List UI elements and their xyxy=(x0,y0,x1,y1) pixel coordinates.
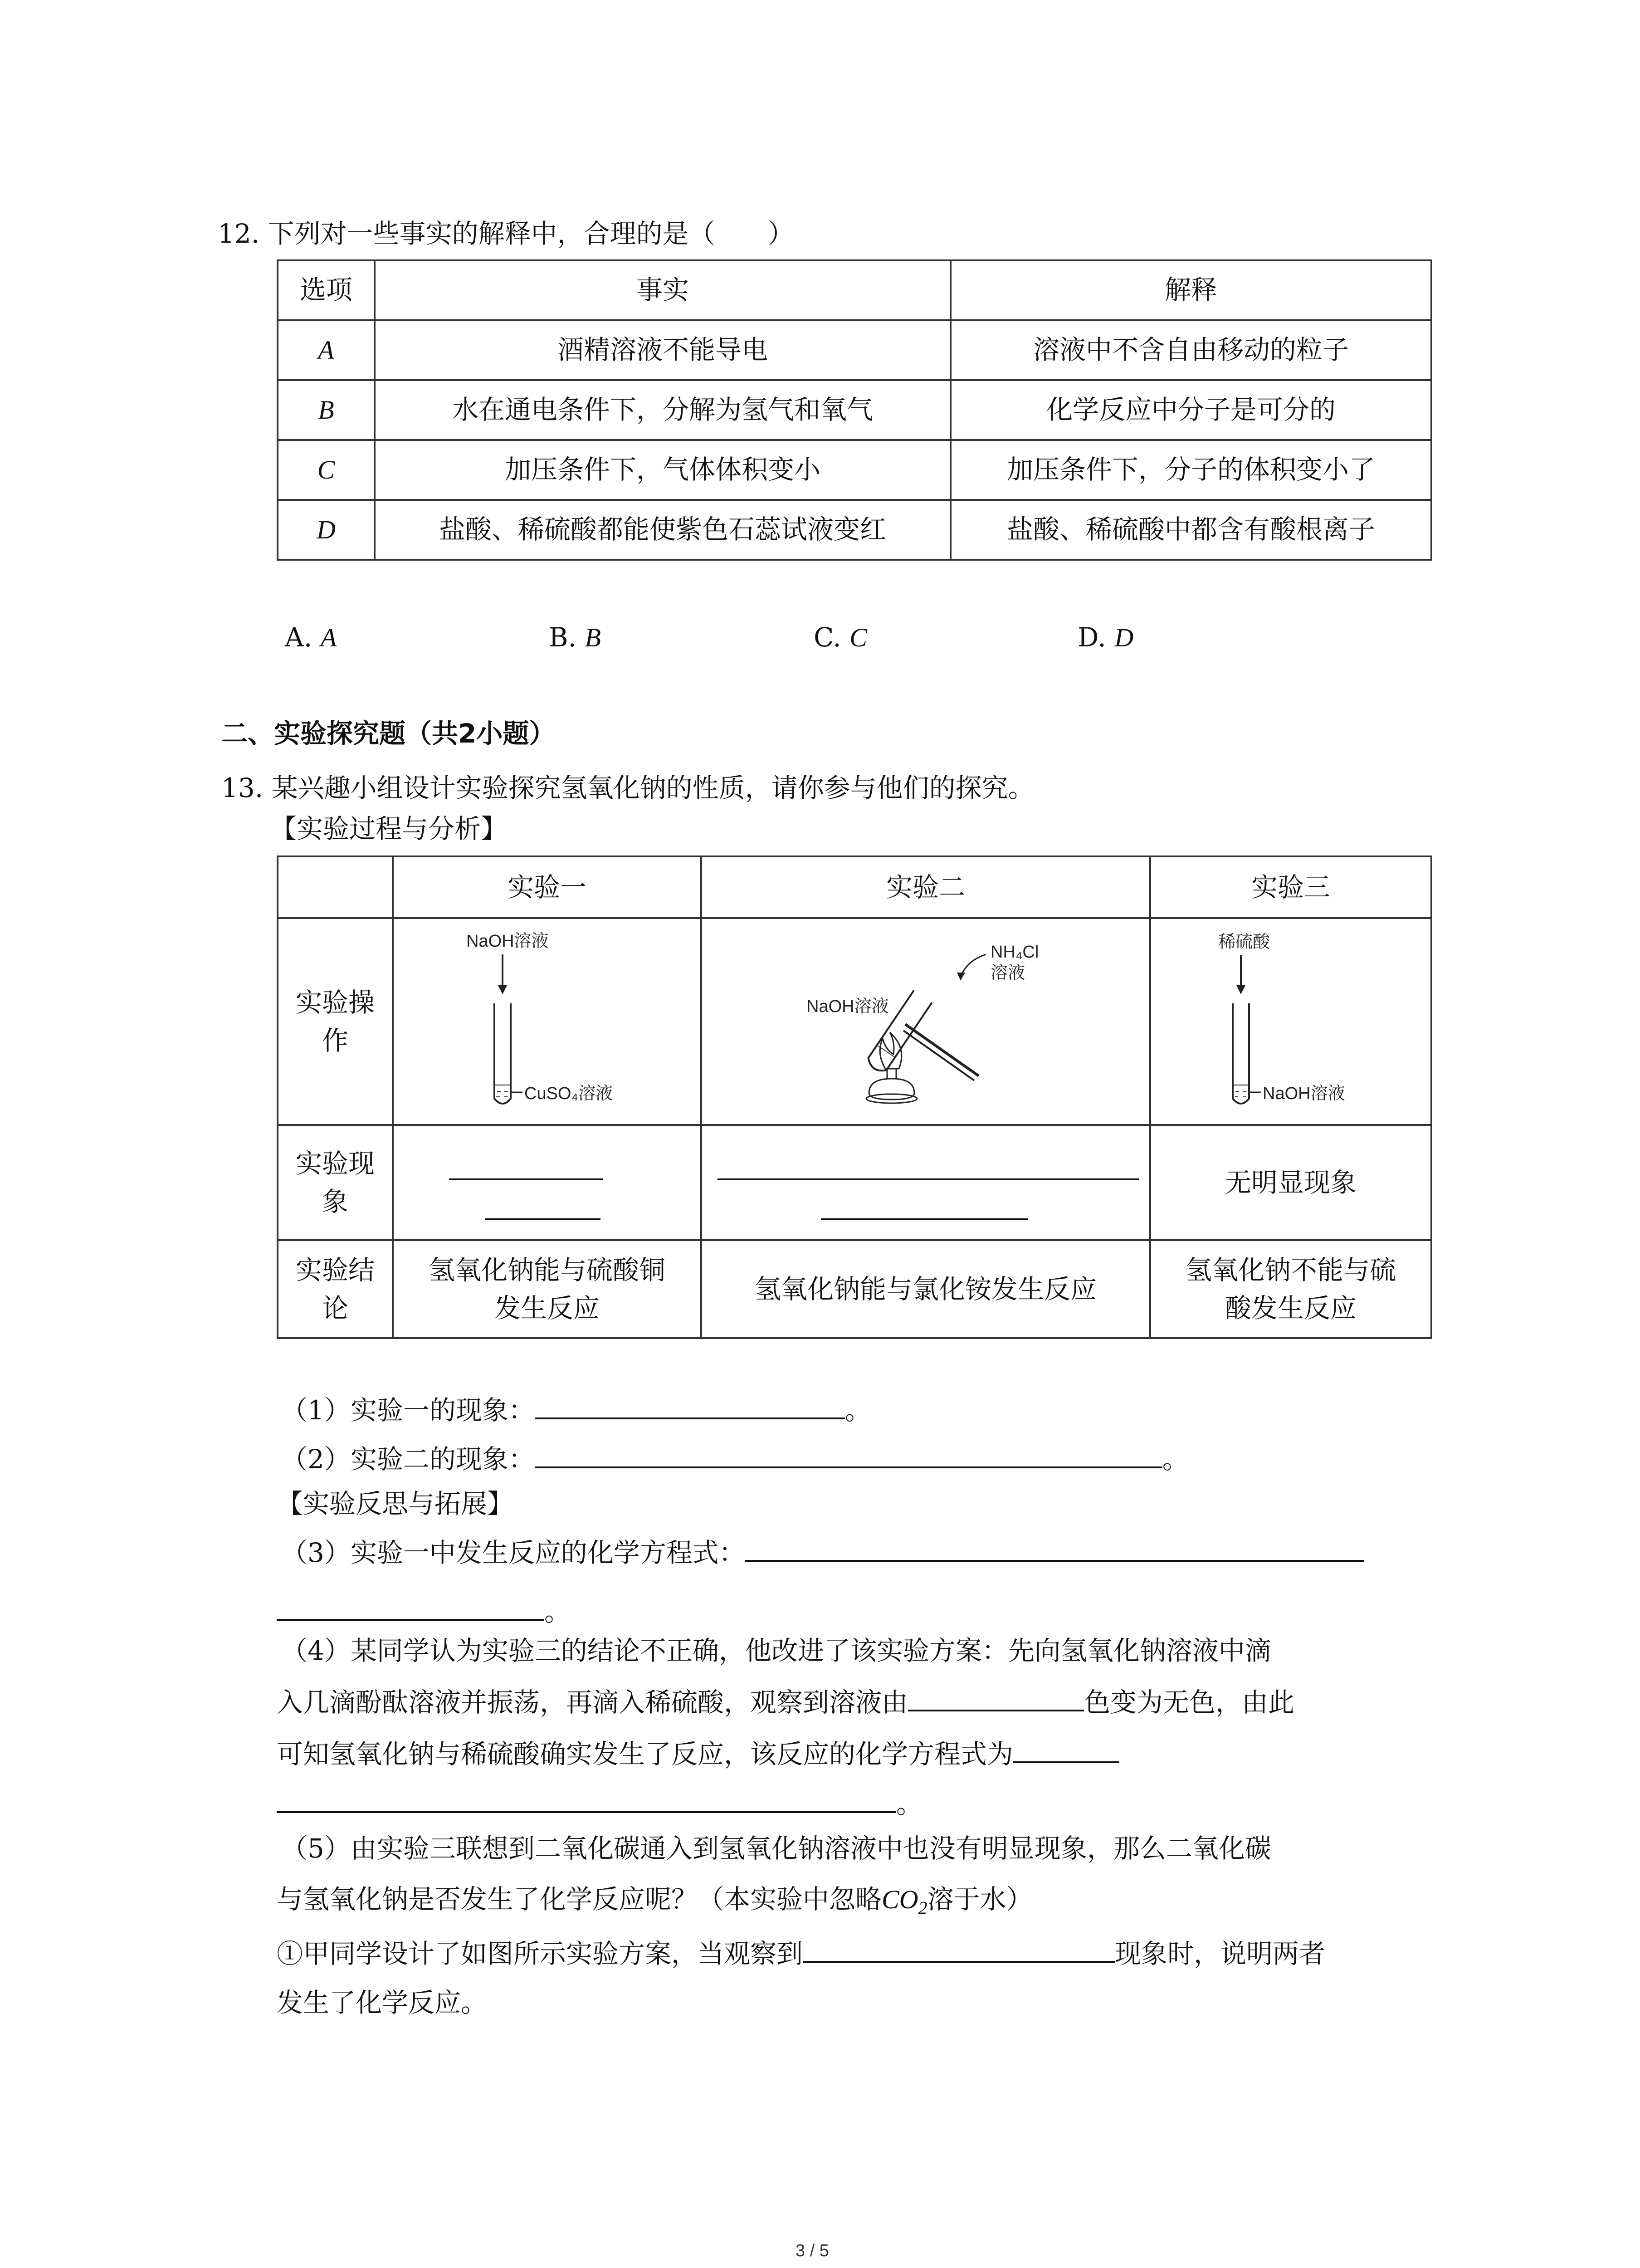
choice-d-value: D xyxy=(1114,623,1134,652)
exp2-conclusion: 氢氧化钠能与氯化铵发生反应 xyxy=(701,1240,1150,1338)
exp1-conclusion xyxy=(393,1240,701,1338)
table-header-row xyxy=(278,856,1431,918)
sub-question-4-line2 xyxy=(277,1686,1294,1720)
q12-table xyxy=(277,259,1432,561)
choice-a[interactable] xyxy=(285,621,337,655)
exp1-diagram-cell xyxy=(393,918,701,1125)
table-row-operation xyxy=(278,918,1431,1125)
sub-question-5-text: 溶于水） xyxy=(927,1884,1033,1915)
exp3-conclusion xyxy=(1150,1240,1431,1338)
row-label-line: 作 xyxy=(322,1025,348,1056)
page-number: 3 / 5 xyxy=(796,2241,829,2260)
answer-blank[interactable] xyxy=(745,1559,1364,1562)
header-option: 选项 xyxy=(278,260,375,320)
row-fact: 酒精溶液不能导电 xyxy=(375,320,951,380)
header-exp2: 实验二 xyxy=(701,856,1150,918)
table-row xyxy=(278,320,1431,380)
exp3-label-acid: 稀硫酸 xyxy=(1218,933,1270,952)
answer-blank[interactable] xyxy=(277,1618,544,1621)
row-option: D xyxy=(278,500,375,560)
exp2-label-solution: 溶液 xyxy=(991,963,1025,982)
row-option: B xyxy=(278,380,375,440)
sub-question-1 xyxy=(281,1393,871,1427)
conclusion-line: 氢氧化钠能与硫酸铜 xyxy=(428,1254,665,1286)
sub-question-4-text: 可知氢氧化钠与稀硫酸确实发生了反应，该反应的化学方程式为 xyxy=(277,1739,1014,1769)
choice-b[interactable] xyxy=(549,621,601,655)
exp3-diagram-cell xyxy=(1150,918,1431,1125)
sub-question-3-text: （3）实验一中发生反应的化学方程式： xyxy=(281,1537,745,1568)
sub-question-5-line2 xyxy=(277,1882,1033,1920)
row-fact: 水在通电条件下，分解为氢气和氧气 xyxy=(375,380,951,440)
exp2-phenomenon-blank[interactable] xyxy=(701,1125,1150,1240)
q13-stem: 13. 某兴趣小组设计实验探究氢氧化钠的性质，请你参与他们的探究。 xyxy=(221,772,1035,803)
period: 。 xyxy=(1162,1444,1189,1475)
conclusion-line: 氢氧化钠不能与硫 xyxy=(1185,1254,1396,1286)
period: 。 xyxy=(896,1789,923,1819)
formula-co: CO xyxy=(882,1885,918,1914)
row-explanation: 化学反应中分子是可分的 xyxy=(951,380,1431,440)
heating-diagram xyxy=(702,919,1151,1124)
q13-table xyxy=(277,855,1432,1339)
choice-a-value: A xyxy=(320,623,337,652)
process-heading: 【实验过程与分析】 xyxy=(270,813,508,844)
q12-stem: 12. 下列对一些事实的解释中，合理的是（ ） xyxy=(218,218,794,249)
row-option: A xyxy=(278,320,375,380)
reflect-heading: 【实验反思与拓展】 xyxy=(277,1488,514,1519)
answer-blank[interactable] xyxy=(803,1960,1115,1963)
sub-question-6-text: ①甲同学设计了如图所示实验方案，当观察到 xyxy=(277,1938,803,1969)
row-fact: 加压条件下，气体体积变小 xyxy=(375,440,951,500)
exp2-label-naoh: NaOH溶液 xyxy=(806,997,889,1016)
sub-question-6-line1 xyxy=(277,1937,1325,1971)
choice-b-label: B. xyxy=(549,622,577,653)
table-row xyxy=(278,500,1431,560)
exp2-label-nh4cl: NH₄Cl xyxy=(991,943,1039,962)
conclusion-line: 发生反应 xyxy=(494,1293,600,1324)
header-exp1: 实验一 xyxy=(393,856,701,918)
co2-formula xyxy=(882,1885,927,1918)
row-label-conclusion xyxy=(278,1240,393,1338)
table-header-row xyxy=(278,260,1431,320)
header-exp3: 实验三 xyxy=(1150,856,1431,918)
sub-question-6-text: 现象时，说明两者 xyxy=(1115,1938,1326,1969)
choice-a-label: A. xyxy=(285,622,312,653)
row-explanation: 盐酸、稀硫酸中都含有酸根离子 xyxy=(951,500,1431,560)
sub-question-5-line1: （5）由实验三联想到二氧化碳通入到氢氧化钠溶液中也没有明显现象，那么二氧化碳 xyxy=(281,1833,1271,1864)
sub-question-3 xyxy=(281,1536,1364,1570)
table-row-phenomenon xyxy=(278,1125,1431,1240)
answer-blank[interactable] xyxy=(535,1417,845,1419)
table-row xyxy=(278,380,1431,440)
table-row xyxy=(278,440,1431,500)
sub-question-3-cont xyxy=(277,1595,571,1629)
answer-blank[interactable] xyxy=(535,1466,1162,1468)
row-label-phenomenon xyxy=(278,1125,393,1240)
exp1-label-naoh: NaOH溶液 xyxy=(466,932,549,951)
period: 。 xyxy=(844,1395,871,1426)
choice-d-label: D. xyxy=(1078,622,1106,653)
choice-c-label: C. xyxy=(814,622,841,653)
exp1-label-cuso4: CuSO₄溶液 xyxy=(524,1084,613,1103)
exp2-diagram-cell xyxy=(701,918,1150,1125)
exp3-phenomenon: 无明显现象 xyxy=(1150,1125,1431,1240)
exp1-phenomenon-blank[interactable] xyxy=(393,1125,701,1240)
row-label-line: 论 xyxy=(322,1293,348,1324)
color-blank[interactable] xyxy=(908,1709,1084,1711)
row-label-line: 实验现 xyxy=(295,1148,375,1179)
period: 。 xyxy=(544,1596,571,1627)
row-label-line: 象 xyxy=(322,1186,348,1217)
row-fact: 盐酸、稀硫酸都能使紫色石蕊试液变红 xyxy=(375,500,951,560)
header-blank xyxy=(278,856,393,918)
table-row-conclusion xyxy=(278,1240,1431,1338)
answer-blank[interactable] xyxy=(277,1811,896,1813)
choice-b-value: B xyxy=(585,623,601,652)
row-explanation: 溶液中不含自由移动的粒子 xyxy=(951,320,1431,380)
choice-c[interactable] xyxy=(814,621,867,655)
sub-question-4-text: 色变为无色，由此 xyxy=(1084,1687,1295,1718)
formula-subscript: 2 xyxy=(918,1897,927,1918)
section-title: 二、实验探究题（共2小题） xyxy=(221,718,556,749)
sub-question-1-text: （1）实验一的现象： xyxy=(281,1395,535,1426)
choice-d[interactable] xyxy=(1078,621,1133,655)
header-fact: 事实 xyxy=(375,260,951,320)
sub-question-4-line4 xyxy=(277,1787,922,1821)
sub-question-4-text: 入几滴酚酞溶液并振荡，再滴入稀硫酸，观察到溶液由 xyxy=(277,1687,908,1718)
conclusion-line: 酸发生反应 xyxy=(1225,1293,1357,1324)
row-explanation: 加压条件下，分子的体积变小了 xyxy=(951,440,1431,500)
row-option: C xyxy=(278,440,375,500)
sub-question-2-text: （2）实验二的现象： xyxy=(281,1444,535,1475)
sub-question-5-text: 与氢氧化钠是否发生了化学反应呢？（本实验中忽略 xyxy=(277,1884,882,1915)
exp3-label-naoh: NaOH溶液 xyxy=(1263,1084,1345,1103)
row-label-operation xyxy=(278,918,393,1125)
sub-question-4-line3 xyxy=(277,1737,1119,1771)
sub-question-4-line1: （4）某同学认为实验三的结论不正确，他改进了该实验方案：先向氢氧化钠溶液中滴 xyxy=(281,1635,1271,1666)
header-explanation: 解释 xyxy=(951,260,1431,320)
row-label-line: 实验结 xyxy=(295,1254,375,1286)
sub-question-6-line2: 发生了化学反应。 xyxy=(277,1987,488,2018)
answer-blank[interactable] xyxy=(1013,1761,1119,1763)
sub-question-2 xyxy=(281,1442,1189,1476)
row-label-line: 实验操 xyxy=(295,987,375,1018)
choice-c-value: C xyxy=(849,623,867,652)
